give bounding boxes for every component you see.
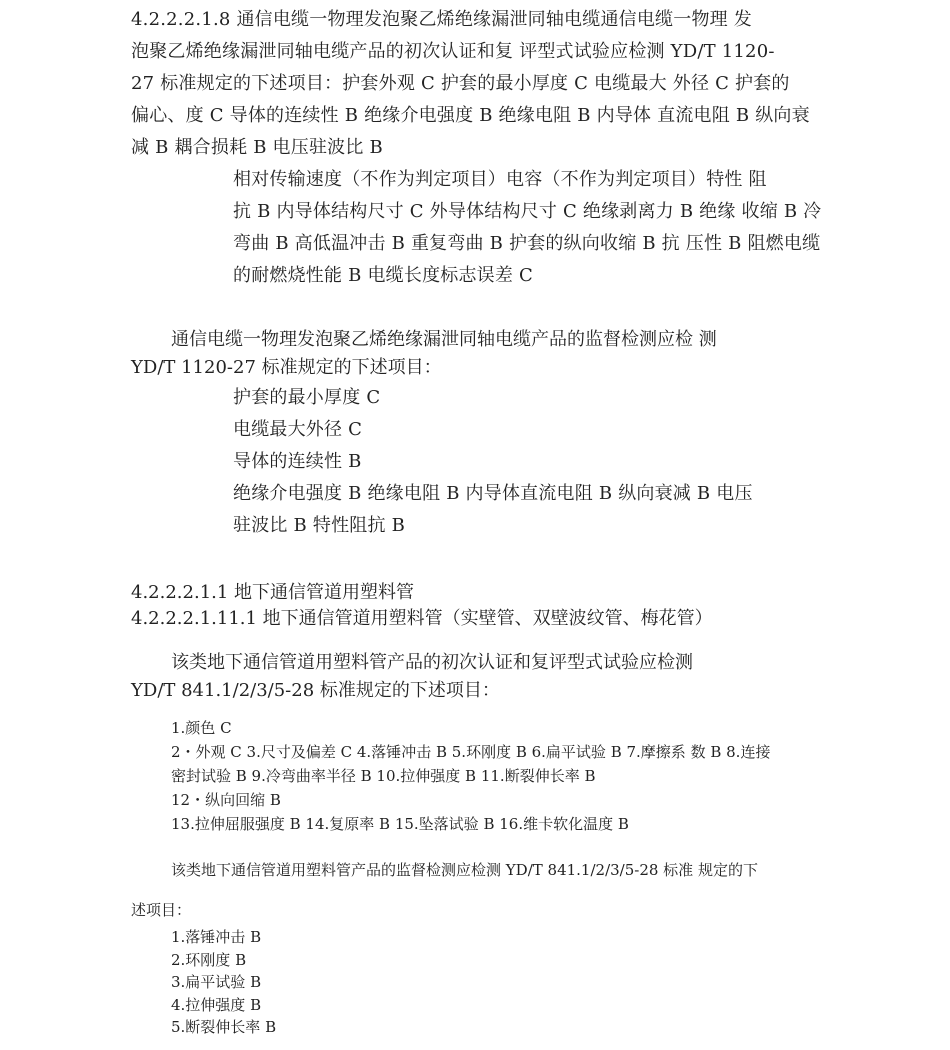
list-item: 3.扁平试验 B	[171, 973, 262, 991]
list-item: 2・外观 C 3.尺寸及偏差 C 4.落锤冲击 B 5.环刚度 B 6.扁平试验 B 7.摩擦系 数 B 8.连接	[171, 743, 771, 761]
list-item: 护套的最小厚度 C	[233, 387, 381, 408]
paragraph-line: 通信电缆一物理发泡聚乙烯绝缘漏泄同轴电缆产品的监督检测应检 测	[171, 329, 717, 350]
list-item: 2.环刚度 B	[171, 950, 247, 969]
list-item: 5.断裂伸长率 B	[171, 1018, 277, 1036]
cable-supervision-paragraph	[131, 326, 856, 382]
paragraph-line: 偏心、度 C 导体的连续性 B 绝缘介电强度 B 绝缘电阻 B 内导体 直流电阻 B 纵向衰	[131, 105, 810, 126]
list-item: 1.颜色 C	[171, 719, 232, 737]
paragraph-line: 相对传输速度（不作为判定项目）电容（不作为判定项目）特性 阻	[233, 169, 767, 190]
paragraph-line: 减 B 耦合损耗 B 电压驻波比 B	[131, 137, 383, 158]
paragraph-line: 泡聚乙烯绝缘漏泄同轴电缆产品的初次认证和复 评型式试验应检测 YD/T 1120-	[131, 41, 775, 62]
list-item: 导体的连续性 B	[233, 451, 362, 472]
paragraph-line: 该类地下通信管道用塑料管产品的初次认证和复评型式试验应检测	[171, 652, 693, 673]
paragraph-line: YD/T 1120-27 标准规定的下述项目：	[131, 357, 442, 378]
list-item: 13.拉伸屈服强度 B 14.复原率 B 15.坠落试验 B 16.维卡软化温度 B	[171, 815, 629, 833]
paragraph-line: 4.2.2.2.1.8 通信电缆一物理发泡聚乙烯绝缘漏泄同轴电缆通信电缆一物理 发	[131, 9, 752, 30]
paragraph-line: 抗 B 内导体结构尺寸 C 外导体结构尺寸 C 绝缘剥离力 B 绝缘 收缩 B 冷	[233, 201, 822, 222]
pipe-initial-paragraph	[131, 649, 856, 705]
paragraph-line: 弯曲 B 高低温冲击 B 重复弯曲 B 护套的纵向收缩 B 抗 压性 B 阻燃电缆	[233, 233, 821, 254]
section-heading: 4.2.2.2.1.1 地下通信管道用塑料管	[131, 582, 415, 603]
pipe-supervision-paragraph	[131, 850, 856, 930]
pipe-supervision-items	[171, 926, 861, 1039]
list-item: 绝缘介电强度 B 绝缘电阻 B 内导体直流电阻 B 纵向衰减 B 电压	[233, 483, 753, 504]
paragraph-line: 的耐燃烧性能 B 电缆长度标志误差 C	[233, 265, 533, 286]
list-item: 驻波比 B 特性阻抗 B	[233, 515, 406, 536]
pipe-initial-items	[171, 716, 861, 836]
cable-initial-paragraph	[131, 4, 856, 164]
paragraph-line: 述项目：	[131, 901, 192, 919]
paragraph-line: 27 标准规定的下述项目：护套外观 C 护套的最小厚度 C 电缆最大 外径 C 护套的	[131, 73, 790, 94]
paragraph-line: 该类地下通信管道用塑料管产品的监督检测应检测 YD/T 841.1/2/3/5-28 标准 规定的下	[171, 861, 758, 879]
list-item: 1.落锤冲击 B	[171, 928, 262, 946]
cable-initial-continuation	[233, 164, 858, 292]
list-item: 电缆最大外径 C	[233, 419, 363, 440]
pipe-headings	[131, 580, 856, 632]
cable-supervision-items	[233, 382, 853, 542]
list-item: 12・纵向回缩 B	[171, 791, 281, 809]
list-item: 4.拉伸强度 B	[171, 995, 262, 1014]
list-item: 密封试验 B 9.冷弯曲率半径 B 10.拉伸强度 B 11.断裂伸长率 B	[171, 767, 596, 785]
paragraph-line: YD/T 841.1/2/3/5-28 标准规定的下述项目：	[131, 680, 500, 701]
section-heading: 4.2.2.2.1.11.1 地下通信管道用塑料管（实壁管、双壁波纹管、梅花管）	[131, 608, 713, 629]
